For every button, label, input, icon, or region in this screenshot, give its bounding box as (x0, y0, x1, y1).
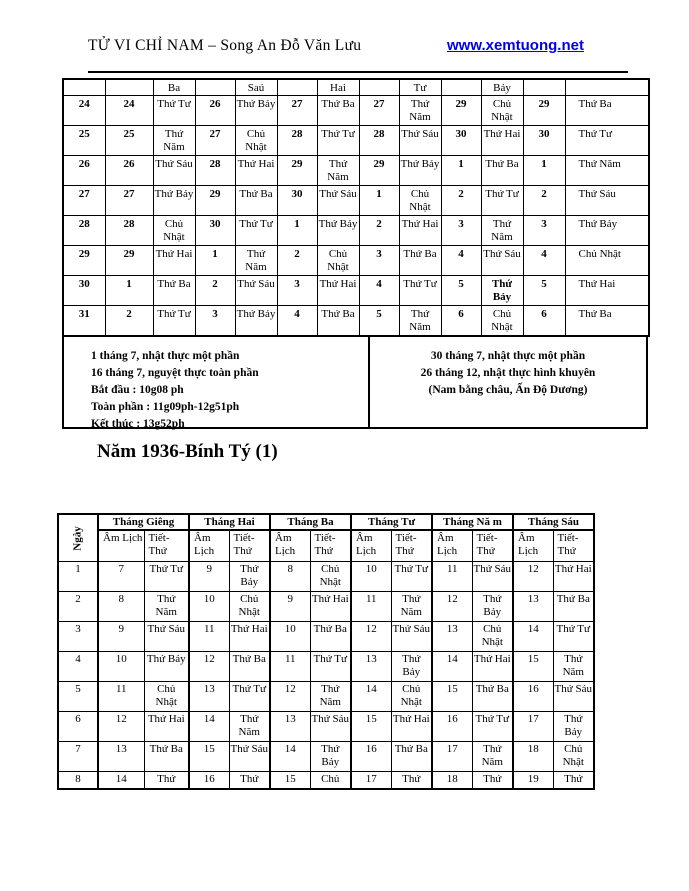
year-cell: Chủ (310, 772, 351, 790)
calendar-cell: 1 (277, 216, 317, 246)
year-cell: 14 (189, 712, 229, 742)
calendar-row (63, 246, 649, 276)
calendar-cell: Thứ Tư (153, 306, 195, 337)
month-header: Tháng Sáu (513, 514, 594, 530)
calendar-cell (359, 79, 399, 96)
calendar-cell: 30 (277, 186, 317, 216)
calendar-cell: 26 (195, 96, 235, 126)
calendar-cell: Thứ Hai (153, 246, 195, 276)
calendar-row (63, 216, 649, 246)
calendar-cell: Chủ Nhật (399, 186, 441, 216)
eclipse-note-line: 30 tháng 7, nhật thực một phần (430, 350, 586, 362)
calendar-cell: 3 (523, 216, 565, 246)
year-cell: Thứ Hai (472, 652, 513, 682)
calendar-cell: 2 (277, 246, 317, 276)
calendar-cell: Thứ Bảy (481, 276, 523, 306)
year-cell: 10 (351, 562, 391, 592)
calendar-cell: 24 (105, 96, 153, 126)
year-cell: Thứ Bảy (229, 562, 270, 592)
year-cell: 16 (351, 742, 391, 772)
calendar-cell: Thứ Năm (235, 246, 277, 276)
calendar-cell: Thứ Năm (399, 306, 441, 337)
calendar-cell: Thứ Bảy (153, 186, 195, 216)
year-cell: 15 (513, 652, 553, 682)
calendar-cell: 28 (359, 126, 399, 156)
calendar-cell: Thứ Bảy (565, 216, 649, 246)
calendar-row (63, 96, 649, 126)
year-cell: 12 (351, 622, 391, 652)
page-header-title: TỬ VI CHỈ NAM – Song An Đỗ Văn Lưu (88, 37, 362, 54)
year-cell: 14 (432, 652, 472, 682)
calendar-cell: 1 (195, 246, 235, 276)
calendar-cell: 1 (359, 186, 399, 216)
year-cell: 11 (189, 622, 229, 652)
calendar-cell: 28 (277, 126, 317, 156)
calendar-cell: Thứ Hai (481, 126, 523, 156)
year-cell: 9 (189, 562, 229, 592)
year-cell: Thứ Sáu (310, 712, 351, 742)
calendar-cell (441, 79, 481, 96)
year-cell: Thứ Bảy (310, 742, 351, 772)
year-cell: 14 (513, 622, 553, 652)
calendar-cell: 29 (359, 156, 399, 186)
calendar-cell: 2 (195, 276, 235, 306)
calendar-cell (523, 79, 565, 96)
year-row (58, 562, 594, 592)
calendar-cell: 29 (105, 246, 153, 276)
calendar-cell: 2 (523, 186, 565, 216)
calendar-cell: Thứ Sáu (399, 126, 441, 156)
calendar-cell: 1 (523, 156, 565, 186)
tiet-thu-header: Tiết- Thứ (229, 530, 270, 562)
year-cell: 17 (351, 772, 391, 790)
year-header-month-row (58, 514, 594, 530)
year-cell: Chủ Nhật (472, 622, 513, 652)
year-cell: 4 (58, 652, 98, 682)
year-cell: 15 (351, 712, 391, 742)
calendar-cell: Thứ Sáu (235, 276, 277, 306)
eclipse-note-line: Toàn phần : 11g09ph-12g51ph (91, 401, 240, 413)
year-cell: 13 (270, 712, 310, 742)
calendar-cell: Thứ Ba (153, 276, 195, 306)
calendar-cell: Chủ Nhật (153, 216, 195, 246)
calendar-cell: Thứ Hai (317, 276, 359, 306)
eclipse-notes-right (370, 337, 646, 427)
calendar-cell: Hai (317, 79, 359, 96)
year-cell: 14 (98, 772, 144, 790)
year-cell: 13 (432, 622, 472, 652)
calendar-row (63, 156, 649, 186)
calendar-cell: Thứ Năm (565, 156, 649, 186)
calendar-cell: 5 (441, 276, 481, 306)
year-cell: 17 (513, 712, 553, 742)
year-cell: 12 (98, 712, 144, 742)
calendar-cell (195, 79, 235, 96)
year-cell: 12 (432, 592, 472, 622)
calendar-cell: 27 (105, 186, 153, 216)
calendar-cell: 24 (63, 96, 105, 126)
eclipse-note-line: (Nam bằng châu, Ấn Độ Dương) (428, 384, 588, 396)
year-cell: Thứ Ba (144, 742, 189, 772)
calendar-cell: 1 (441, 156, 481, 186)
calendar-cell (105, 79, 153, 96)
calendar-cell: Thứ Sáu (317, 186, 359, 216)
calendar-cell: Thứ Tư (399, 276, 441, 306)
calendar-cell: Thứ Năm (481, 216, 523, 246)
calendar-cell: Saú (235, 79, 277, 96)
year-row (58, 652, 594, 682)
calendar-cell: Thứ Sáu (565, 186, 649, 216)
calendar-cell: Thứ Bảy (399, 156, 441, 186)
year-row (58, 772, 594, 790)
calendar-cell: Thứ Ba (317, 96, 359, 126)
calendar-cell: Thứ Năm (399, 96, 441, 126)
calendar-cell: Thứ Tư (235, 216, 277, 246)
calendar-cell: 28 (63, 216, 105, 246)
year-cell: Thứ (144, 772, 189, 790)
year-cell: Thứ Sáu (553, 682, 594, 712)
calendar-cell: 29 (441, 96, 481, 126)
year-table (57, 513, 595, 790)
calendar-cell: 25 (105, 126, 153, 156)
calendar-cell: 28 (195, 156, 235, 186)
year-cell: Thứ (553, 772, 594, 790)
calendar-cell: Thứ Tư (317, 126, 359, 156)
year-cell: 9 (98, 622, 144, 652)
year-cell: Thứ Hai (229, 622, 270, 652)
calendar-cell: Thứ Hai (565, 276, 649, 306)
year-section-title: Năm 1936-Bính Tý (1) (97, 441, 278, 462)
am-lich-header: Âm Lịch (98, 530, 144, 562)
year-row (58, 742, 594, 772)
year-cell: Thứ Bảy (553, 712, 594, 742)
am-lich-header: Âm Lịch (513, 530, 553, 562)
year-cell: Thứ Năm (553, 652, 594, 682)
year-cell: Thứ Năm (310, 682, 351, 712)
year-cell: Thứ Ba (229, 652, 270, 682)
year-cell: Chủ Nhật (310, 562, 351, 592)
year-cell: Thứ Sáu (391, 622, 432, 652)
calendar-cell: 29 (63, 246, 105, 276)
year-cell: 15 (270, 772, 310, 790)
year-cell: Thứ Bảy (391, 652, 432, 682)
year-cell: 5 (58, 682, 98, 712)
calendar-cell: 3 (277, 276, 317, 306)
year-row (58, 622, 594, 652)
year-cell: 13 (513, 592, 553, 622)
website-link[interactable]: www.xemtuong.net (447, 37, 584, 54)
year-cell: Thứ Tư (391, 562, 432, 592)
year-cell: Thứ Năm (391, 592, 432, 622)
year-cell: 12 (513, 562, 553, 592)
calendar-cell: Ba (153, 79, 195, 96)
calendar-cell: Thứ Hai (399, 216, 441, 246)
calendar-cell (277, 79, 317, 96)
year-cell: Thứ Năm (144, 592, 189, 622)
year-cell: Thứ Bảy (144, 652, 189, 682)
year-cell: Thứ Hai (553, 562, 594, 592)
month-header: Tháng Nă m (432, 514, 513, 530)
calendar-cell: Chủ Nhật (235, 126, 277, 156)
calendar-cell: Thứ Tư (153, 96, 195, 126)
calendar-cell: 29 (523, 96, 565, 126)
year-row (58, 712, 594, 742)
calendar-cell: 4 (441, 246, 481, 276)
calendar-cell: 26 (63, 156, 105, 186)
calendar-cell: 27 (63, 186, 105, 216)
eclipse-note-line: Kết thúc : 13g52ph (91, 418, 185, 430)
calendar-cell: 2 (441, 186, 481, 216)
year-cell: 12 (189, 652, 229, 682)
year-cell: Thứ Bảy (472, 592, 513, 622)
calendar-cell: Thứ Tư (565, 126, 649, 156)
year-row (58, 592, 594, 622)
year-cell: Thứ Tư (310, 652, 351, 682)
ngay-label: Ngày (71, 526, 84, 551)
calendar-cell: 30 (63, 276, 105, 306)
year-cell: 12 (270, 682, 310, 712)
tiet-thu-header: Tiết- Thứ (472, 530, 513, 562)
calendar-cell: Chủ Nhật (565, 246, 649, 276)
month-header: Tháng Ba (270, 514, 351, 530)
year-cell: 11 (98, 682, 144, 712)
year-cell: 8 (98, 592, 144, 622)
calendar-cell: Thứ Năm (153, 126, 195, 156)
year-row (58, 682, 594, 712)
year-cell: Chủ Nhật (391, 682, 432, 712)
calendar-cell: 3 (441, 216, 481, 246)
year-cell: 6 (58, 712, 98, 742)
calendar-cell: Thứ Hai (235, 156, 277, 186)
calendar-cell: 30 (441, 126, 481, 156)
year-cell: 19 (513, 772, 553, 790)
am-lich-header: Âm Lịch (432, 530, 472, 562)
calendar-cell: 6 (523, 306, 565, 337)
year-cell: Thứ Tư (144, 562, 189, 592)
year-cell: Thứ (472, 772, 513, 790)
calendar-cell: Thứ Sáu (153, 156, 195, 186)
calendar-cell: 27 (195, 126, 235, 156)
calendar-cell (565, 79, 649, 96)
calendar-table (62, 78, 650, 337)
year-cell: 18 (432, 772, 472, 790)
calendar-row (63, 186, 649, 216)
calendar-cell: Thứ Ba (565, 306, 649, 337)
calendar-row (63, 306, 649, 337)
calendar-cell: Thứ Năm (317, 156, 359, 186)
am-lich-header: Âm Lịch (351, 530, 391, 562)
calendar-section (62, 78, 648, 429)
calendar-cell: 1 (105, 276, 153, 306)
year-cell: 8 (270, 562, 310, 592)
month-header: Tháng Tư (351, 514, 432, 530)
calendar-cell: 28 (105, 216, 153, 246)
calendar-row (63, 126, 649, 156)
tiet-thu-header: Tiết- Thứ (553, 530, 594, 562)
calendar-cell: 31 (63, 306, 105, 337)
calendar-cell: Bảy (481, 79, 523, 96)
calendar-cell: 5 (523, 276, 565, 306)
tiet-thu-header: Tiết- Thứ (310, 530, 351, 562)
header-divider (88, 71, 628, 73)
calendar-cell: 29 (195, 186, 235, 216)
calendar-cell: 27 (359, 96, 399, 126)
year-cell: 14 (351, 682, 391, 712)
year-cell: 13 (98, 742, 144, 772)
calendar-cell: Thứ Tư (481, 186, 523, 216)
ngay-corner-cell (58, 514, 98, 562)
year-cell: Chủ Nhật (144, 682, 189, 712)
year-cell: Thứ Hai (310, 592, 351, 622)
calendar-cell: Thứ Ba (235, 186, 277, 216)
year-cell: Thứ Hai (144, 712, 189, 742)
year-cell: Thứ Tư (472, 712, 513, 742)
year-cell: 7 (98, 562, 144, 592)
calendar-cell: 30 (523, 126, 565, 156)
year-cell: Thứ Sáu (144, 622, 189, 652)
calendar-cell: 3 (195, 306, 235, 337)
year-cell: 9 (270, 592, 310, 622)
year-cell: 11 (351, 592, 391, 622)
calendar-cell: Thứ Ba (317, 306, 359, 337)
eclipse-note-line: Bắt đầu : 10g08 ph (91, 384, 184, 396)
calendar-cell: 29 (277, 156, 317, 186)
calendar-cell: 4 (277, 306, 317, 337)
year-cell: Chủ Nhật (553, 742, 594, 772)
year-cell: 3 (58, 622, 98, 652)
year-cell: 8 (58, 772, 98, 790)
year-cell: 17 (432, 742, 472, 772)
eclipse-note-line: 1 tháng 7, nhật thực một phần (91, 350, 240, 362)
year-cell: Thứ Ba (553, 592, 594, 622)
eclipse-notes-left (64, 337, 370, 430)
calendar-cell: 27 (277, 96, 317, 126)
year-cell: Thứ (391, 772, 432, 790)
eclipse-note-line: 26 tháng 12, nhật thực hình khuyên (420, 367, 596, 379)
eclipse-note-line: 16 tháng 7, nguyệt thực toàn phần (91, 367, 259, 379)
year-cell: Thứ Tư (229, 682, 270, 712)
year-cell: 15 (189, 742, 229, 772)
tiet-thu-header: Tiết- Thứ (391, 530, 432, 562)
calendar-cell: Thứ Ba (565, 96, 649, 126)
calendar-cell: Tư (399, 79, 441, 96)
calendar-cell: 4 (359, 276, 399, 306)
eclipse-notes-box (62, 337, 648, 429)
calendar-partial-row (63, 79, 649, 96)
month-header: Tháng Hai (189, 514, 270, 530)
calendar-cell: 26 (105, 156, 153, 186)
calendar-cell: 3 (359, 246, 399, 276)
year-cell: 7 (58, 742, 98, 772)
calendar-cell: Chủ Nhật (317, 246, 359, 276)
am-lich-header: Âm Lịch (270, 530, 310, 562)
year-cell: Thứ Sáu (229, 742, 270, 772)
calendar-cell: Chủ Nhật (481, 306, 523, 337)
year-cell: 16 (513, 682, 553, 712)
year-cell: Thứ Năm (472, 742, 513, 772)
year-cell: 18 (513, 742, 553, 772)
year-cell: 13 (351, 652, 391, 682)
year-cell: Thứ Sáu (472, 562, 513, 592)
calendar-cell: Thứ Bảy (235, 306, 277, 337)
year-cell: 10 (270, 622, 310, 652)
year-cell: 11 (270, 652, 310, 682)
year-cell: Thứ Hai (391, 712, 432, 742)
am-lich-header: Âm Lịch (189, 530, 229, 562)
year-cell: Thứ Ba (472, 682, 513, 712)
year-cell: 13 (189, 682, 229, 712)
calendar-cell: 6 (441, 306, 481, 337)
calendar-cell: Chủ Nhật (481, 96, 523, 126)
calendar-cell: 5 (359, 306, 399, 337)
year-header-sub-row (58, 530, 594, 562)
year-cell: Thứ Năm (229, 712, 270, 742)
tiet-thu-header: Tiết- Thứ (144, 530, 189, 562)
calendar-row (63, 276, 649, 306)
year-cell: 2 (58, 592, 98, 622)
calendar-cell: 25 (63, 126, 105, 156)
calendar-cell: 2 (105, 306, 153, 337)
year-cell: 1 (58, 562, 98, 592)
calendar-cell: Thứ Ba (399, 246, 441, 276)
year-cell: Thứ Ba (391, 742, 432, 772)
calendar-cell: Thứ Bảy (235, 96, 277, 126)
year-cell: Chủ Nhật (229, 592, 270, 622)
month-header: Tháng Giêng (98, 514, 189, 530)
year-cell: 10 (189, 592, 229, 622)
calendar-cell: Thứ Sáu (481, 246, 523, 276)
calendar-cell (63, 79, 105, 96)
calendar-cell: 30 (195, 216, 235, 246)
year-cell: Thứ Tư (553, 622, 594, 652)
year-cell: Thứ Ba (310, 622, 351, 652)
year-cell: 11 (432, 562, 472, 592)
calendar-cell: 4 (523, 246, 565, 276)
year-cell: Thứ (229, 772, 270, 790)
year-cell: 15 (432, 682, 472, 712)
calendar-cell: 2 (359, 216, 399, 246)
year-cell: 16 (189, 772, 229, 790)
calendar-cell: Thứ Bảy (317, 216, 359, 246)
year-cell: 16 (432, 712, 472, 742)
year-cell: 10 (98, 652, 144, 682)
calendar-cell: Thứ Ba (481, 156, 523, 186)
year-cell: 14 (270, 742, 310, 772)
